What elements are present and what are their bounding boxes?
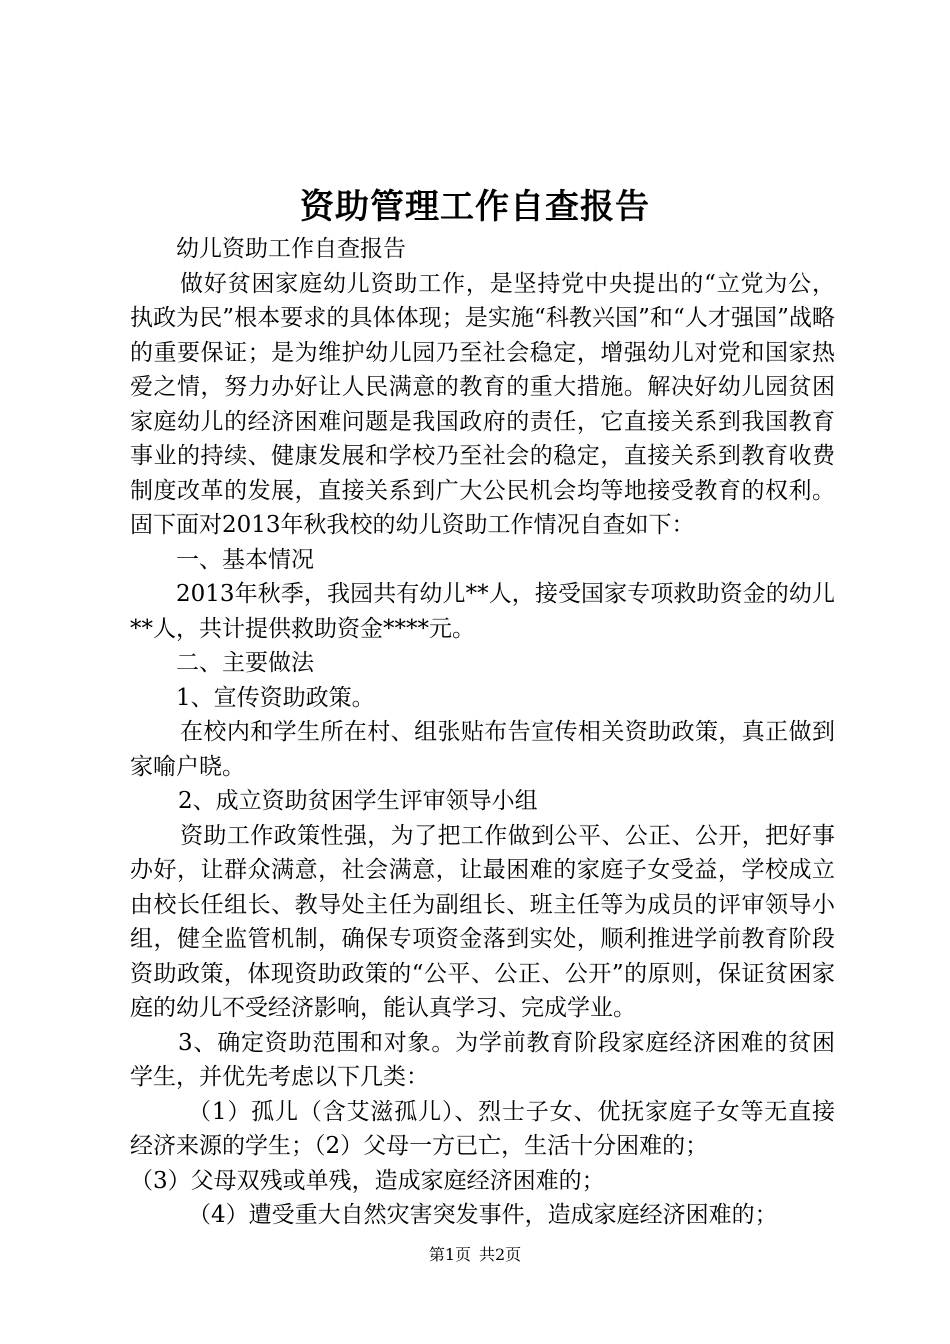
method-2-paragraph: 资助工作政策性强，为了把工作做到公平、公正、公开，把好事办好，让群众满意，社会满意，让最困难的家庭子女受益，学校成立由校长任组长、教导处主任为副组长、班主任等为成员的评审领导小组，健全监管机制，确保专项资金落到实处，顺利推进学前教育阶段资助政策，体现资助政策的“公平、公正、公开”的原则，保证贫困家庭的幼儿不受经济影响，能认真学习、完成学业。 [130,822,835,1021]
intro-paragraph: 做好贫困家庭幼儿资助工作，是坚持党中央提出的“立党为公，执政为民”根本要求的具体体现；是实施“科教兴国”和“人才强国”战略的重要保证；是为维护幼儿园乃至社会稳定，增强幼儿对党和国家热爱之情，努力办好让人民满意的教育的重大措施。解决好幼儿园贫困家庭幼儿的经济困难问题是我国政府的责任，它直接关系到我国教育事业的持续、健康发展和学校乃至社会的稳定，直接关系到教育收费制度改革的发展，直接关系到广大公民机会均等地接受教育的权利。固下面对2013年秋我校的幼儿资助工作情况自查如下： [130,270,835,538]
category-list-paragraph: （1）孤儿（含艾滋孤儿）、烈士子女、优抚家庭子女等无直接经济来源的学生；（2）父母一方已亡，生活十分困难的； [130,1098,835,1159]
section-heading-methods: 二、主要做法 [176,650,314,676]
page-footer [0,1244,950,1266]
category-4-paragraph: （4）遭受重大自然灾害突发事件，造成家庭经济困难的； [188,1202,778,1228]
page-total: 共2页 [479,1245,522,1264]
basic-info-paragraph: 2013年秋季，我园共有幼儿**人，接受国家专项救助资金的幼儿**人，共计提供救助资金****元。 [130,581,835,642]
method-2-heading: 2、成立资助贫困学生评审领导小组 [178,788,538,814]
section-heading-basic: 一、基本情况 [176,546,314,573]
category-3-paragraph: （3）父母双残或单残，造成家庭经济困难的； [130,1167,605,1194]
document-body [130,232,835,1233]
subtitle-paragraph: 幼儿资助工作自查报告 [176,236,406,262]
method-1-paragraph: 在校内和学生所在村、组张贴布告宣传相关资助政策，真正做到家喻户晓。 [130,719,835,780]
document-title: 资助管理工作自查报告 [300,187,650,227]
method-1-heading: 1、宣传资助政策。 [176,684,375,711]
method-3-paragraph: 3、确定资助范围和对象。为学前教育阶段家庭经济困难的贫困学生，并优先考虑以下几类： [130,1029,835,1090]
page-number: 第1页 [428,1245,471,1264]
